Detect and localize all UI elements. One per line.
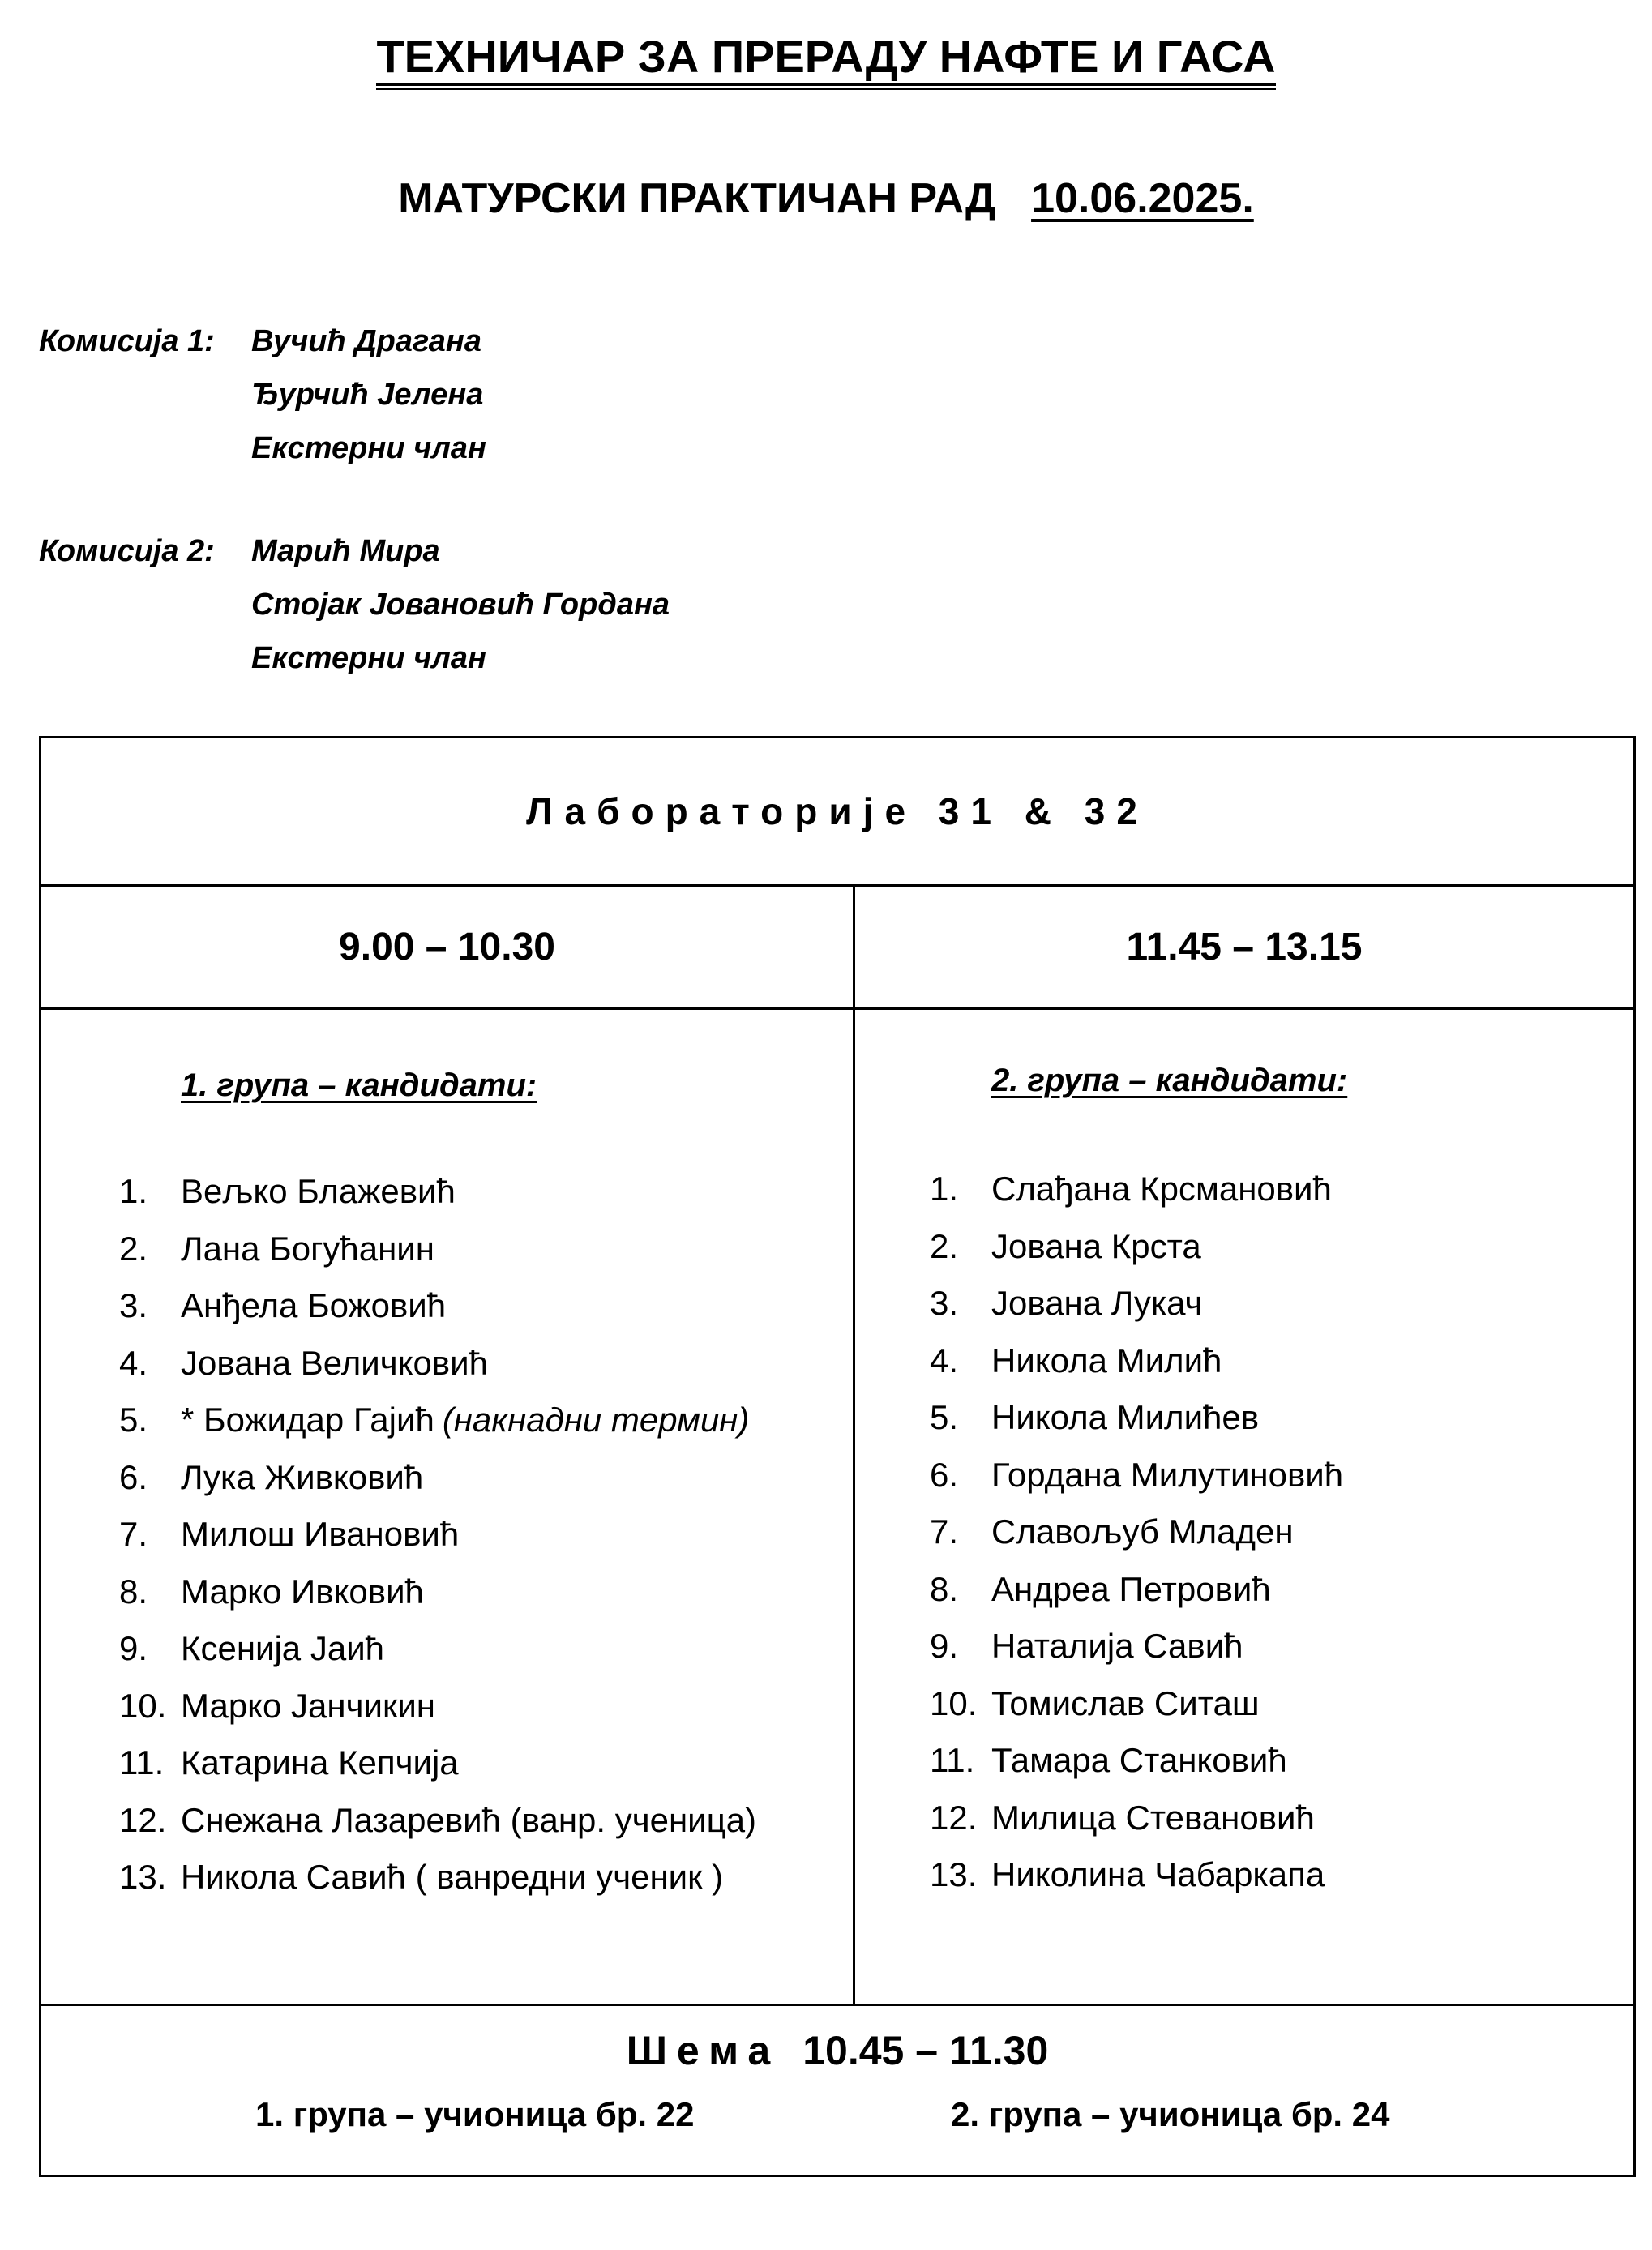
candidate-number: 9. [930, 1627, 959, 1665]
candidate-name: Марко Ивковић [181, 1572, 424, 1611]
candidate-item [930, 1790, 1627, 1847]
commission-member: Вучић Драгана [251, 324, 481, 358]
group-2-candidate-list [930, 1161, 1627, 1904]
candidate-name: Катарина Кепчија [181, 1743, 459, 1782]
candidate-name: Томислав Ситаш [991, 1683, 1260, 1722]
candidate-number: 6. [119, 1457, 148, 1496]
candidate-item [119, 1563, 849, 1621]
candidate-item [119, 1849, 849, 1906]
candidate-item [119, 1792, 849, 1850]
group-1-heading: 1. група – кандидати: [181, 1067, 537, 1103]
candidate-number: 2. [119, 1229, 148, 1268]
candidate-number: 5. [930, 1398, 959, 1436]
candidate-number: 11. [930, 1741, 975, 1779]
candidate-item [119, 1163, 849, 1221]
candidate-name: Снежана Лазаревић (ванр. ученица) [181, 1800, 757, 1839]
candidate-item [930, 1561, 1627, 1619]
group-1-room: 1. група – учионица бр. 22 [255, 2095, 695, 2133]
candidate-number: 3. [930, 1284, 959, 1322]
group-2-heading: 2. група – кандидати: [991, 1063, 1348, 1098]
candidate-name: Јована Крста [991, 1226, 1201, 1265]
time-slot-2: 11.45 – 13.15 [1126, 926, 1363, 969]
commission-2 [39, 524, 850, 687]
candidate-name: Гордана Милутиновић [991, 1455, 1344, 1494]
candidate-name: Анђела Божовић [181, 1286, 447, 1324]
commission-1 [39, 314, 768, 477]
candidate-number: 10. [119, 1686, 167, 1725]
candidate-item [930, 1218, 1627, 1276]
candidate-number: 12. [930, 1798, 978, 1837]
candidate-number: 4. [119, 1343, 148, 1382]
candidate-item [930, 1447, 1627, 1504]
candidate-item [930, 1504, 1627, 1561]
candidate-number: 13. [119, 1858, 167, 1896]
time-slot-1: 9.00 – 10.30 [339, 926, 555, 969]
commission-member: Стојак Јовановић Гордана [251, 588, 670, 622]
candidate-item [119, 1620, 849, 1678]
candidate-item [119, 1392, 849, 1449]
candidate-number: 8. [930, 1569, 959, 1608]
commission-member: Ђурчић Јелена [251, 378, 484, 412]
candidate-item [930, 1275, 1627, 1332]
commission-members [251, 524, 670, 685]
group-2-room: 2. група – учионица бр. 24 [951, 2095, 1390, 2133]
candidate-name: Ксенија Јаић [181, 1629, 385, 1667]
candidate-item [119, 1277, 849, 1335]
candidate-number: 6. [930, 1455, 959, 1494]
row-divider [41, 1007, 1633, 1010]
candidate-note: (накнадни термин) [442, 1401, 750, 1439]
candidate-name: Вељко Блажевић [181, 1172, 456, 1210]
candidate-item [119, 1506, 849, 1563]
candidate-number: 11. [119, 1743, 165, 1782]
candidate-number: 13. [930, 1855, 978, 1893]
exam-date: 10.06.2025. [1031, 175, 1254, 222]
candidate-item [930, 1389, 1627, 1447]
column-divider [853, 887, 855, 2004]
candidate-name: Јована Лукач [991, 1284, 1203, 1322]
candidate-name: Слађана Крсмановић [991, 1170, 1332, 1208]
candidate-name: Тамара Станковић [991, 1741, 1287, 1779]
candidate-number: 1. [119, 1172, 148, 1210]
group-1-candidate-list [119, 1163, 849, 1906]
commission-member: Екстерни члан [251, 431, 486, 465]
commission-member: Марић Мира [251, 534, 440, 568]
candidate-item [930, 1675, 1627, 1733]
candidate-number: 8. [119, 1572, 148, 1611]
candidate-number: 12. [119, 1800, 167, 1839]
lab-title: Лабораторије 31 & 32 [526, 790, 1149, 832]
candidate-name: Никола Милић [991, 1341, 1222, 1380]
candidate-item [119, 1449, 849, 1507]
scheme-heading [41, 2024, 1633, 2077]
candidate-item [119, 1221, 849, 1278]
candidate-number: 7. [119, 1515, 148, 1553]
document-title: ТЕХНИЧАР ЗА ПРЕРАДУ НАФТЕ И ГАСА [0, 26, 1652, 88]
candidate-item [119, 1678, 849, 1735]
candidate-name: Наталија Савић [991, 1627, 1243, 1665]
exam-heading [0, 170, 1652, 227]
schedule-table [39, 736, 1636, 2177]
candidate-name: Андреа Петровић [991, 1569, 1271, 1608]
exam-subtitle: МАТУРСКИ ПРАКТИЧАН РАД [398, 175, 996, 222]
row-divider [41, 884, 1633, 887]
commission-label: Комисија 1: [39, 324, 215, 358]
candidate-number: 3. [119, 1286, 148, 1324]
candidate-name: Никола Милићев [991, 1398, 1260, 1436]
candidate-number: 4. [930, 1341, 959, 1380]
candidate-name: Јована Величковић [181, 1343, 488, 1382]
candidate-name: Милица Стевановић [991, 1798, 1315, 1837]
candidate-name: Славољуб Младен [991, 1512, 1294, 1551]
candidate-name: Никола Савић ( ванредни ученик ) [181, 1858, 724, 1896]
scheme-time: 10.45 – 11.30 [802, 2028, 1049, 2073]
candidate-name: Лана Богућанин [181, 1229, 434, 1268]
candidate-number: 7. [930, 1512, 959, 1551]
candidate-number: 1. [930, 1170, 959, 1208]
candidate-item [930, 1332, 1627, 1390]
scheme-word: Шема [626, 2028, 781, 2073]
commission-members [251, 314, 486, 475]
candidate-name: Лука Живковић [181, 1457, 424, 1496]
candidate-item [119, 1735, 849, 1792]
candidate-name: Марко Јанчикин [181, 1686, 435, 1725]
candidate-name: Николина Чабаркапа [991, 1855, 1325, 1893]
candidate-name: * Божидар Гајић [181, 1401, 434, 1439]
candidate-name: Милош Ивановић [181, 1515, 460, 1553]
candidate-item [930, 1161, 1627, 1218]
candidate-item [930, 1618, 1627, 1675]
candidate-number: 2. [930, 1226, 959, 1265]
candidate-item [930, 1846, 1627, 1904]
candidate-item [930, 1732, 1627, 1790]
row-divider [41, 2004, 1633, 2006]
candidate-number: 5. [119, 1401, 148, 1439]
candidate-number: 10. [930, 1683, 978, 1722]
commission-label: Комисија 2: [39, 534, 215, 568]
candidate-item [119, 1335, 849, 1392]
commission-member: Екстерни члан [251, 641, 486, 675]
candidate-number: 9. [119, 1629, 148, 1667]
